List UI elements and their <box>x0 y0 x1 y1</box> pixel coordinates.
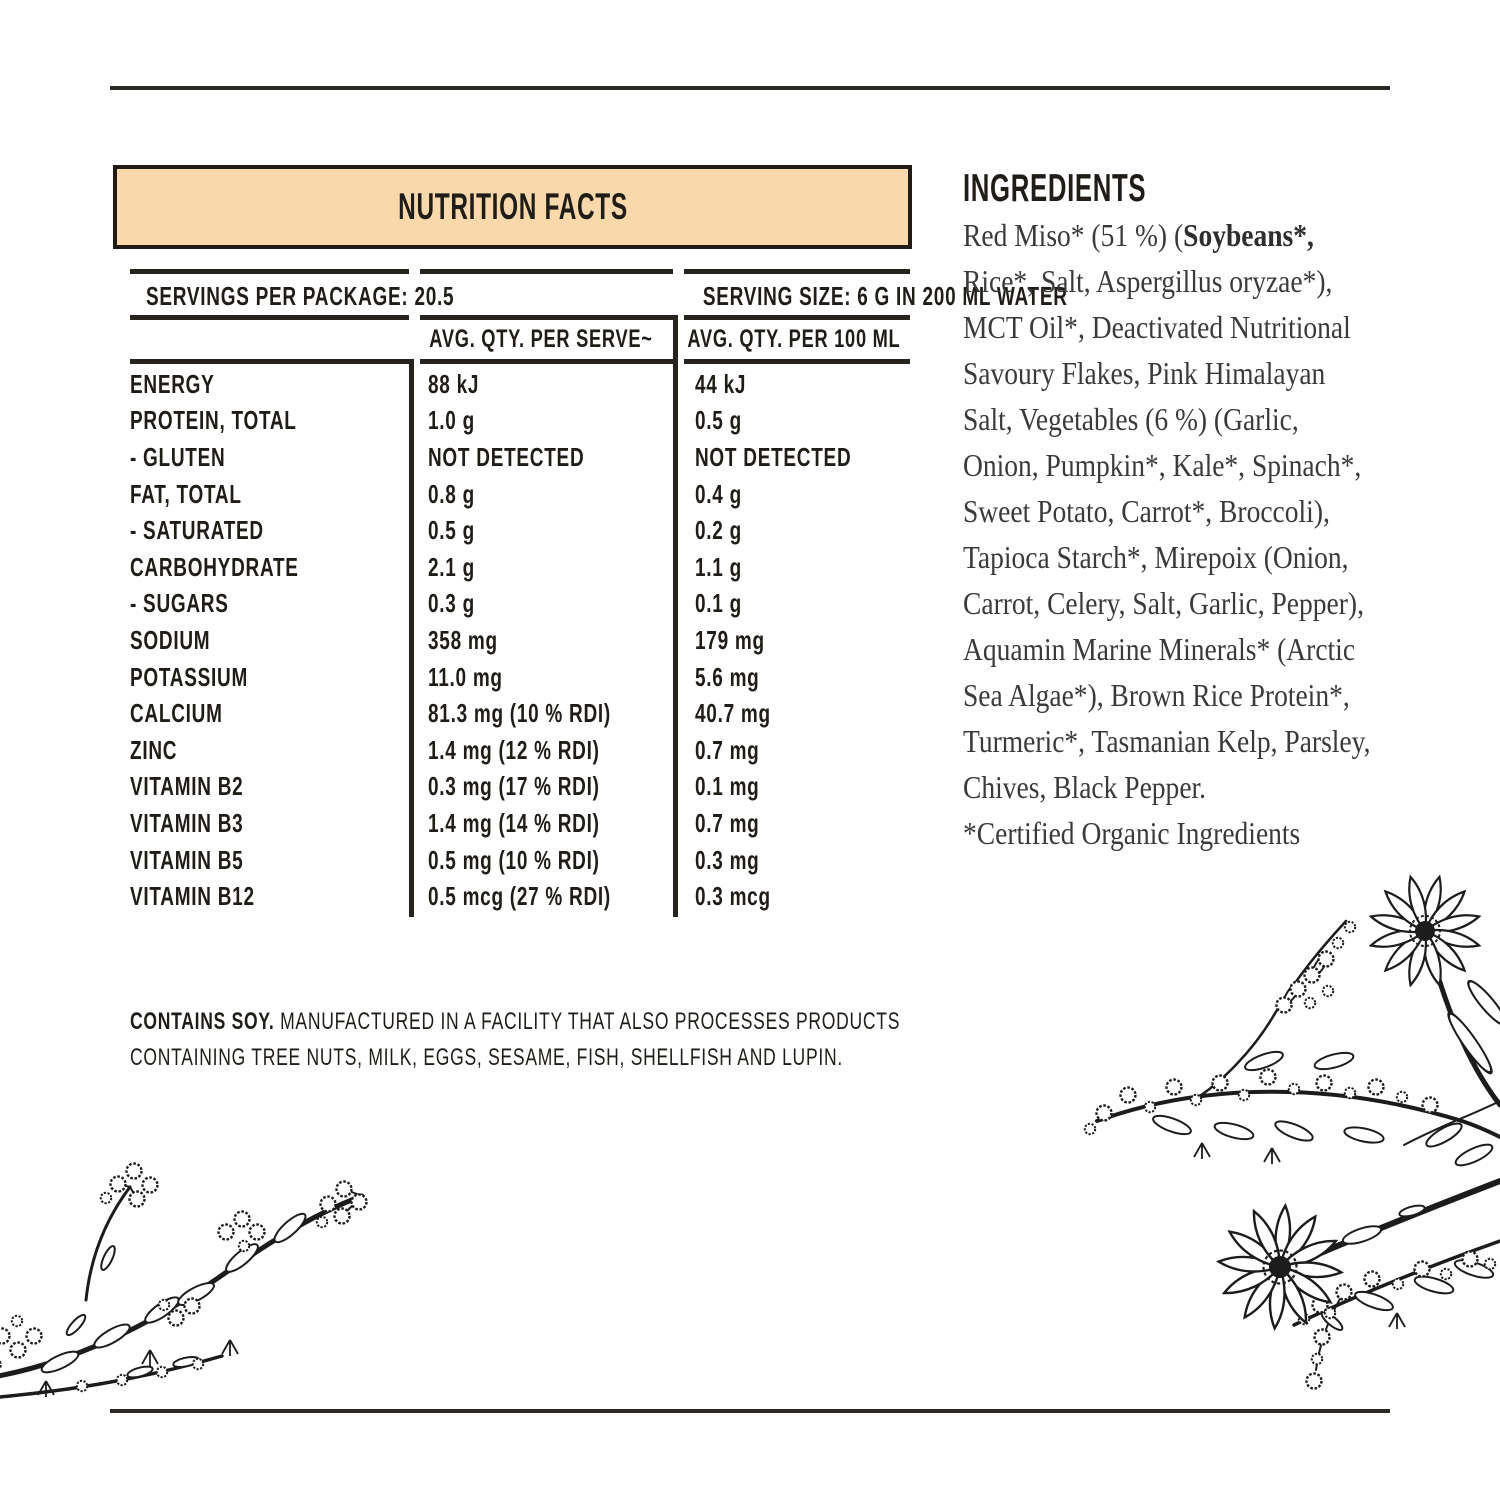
value-per-100ml: 0.3 mcg <box>695 881 771 912</box>
value-per-serve: 1.4 mg (12 % RDI) <box>428 734 600 765</box>
nutrition-facts-header-box <box>113 165 912 249</box>
value-per-100ml: 0.4 g <box>695 478 742 509</box>
servings-per-package: SERVINGS PER PACKAGE: 20.5 <box>146 280 455 311</box>
nutrition-table <box>130 366 910 915</box>
ingredients-line: Salt, Vegetables (6 %) (Garlic, <box>963 400 1299 437</box>
nutrient-label: ZINC <box>130 734 178 765</box>
value-per-100ml: 179 mg <box>695 624 765 655</box>
table-row <box>130 805 910 842</box>
nutrient-label: CALCIUM <box>130 698 223 729</box>
value-per-100ml: 0.7 mg <box>695 734 760 765</box>
table-row <box>130 476 910 513</box>
ingredients-line: Savoury Flakes, Pink Himalayan <box>963 354 1326 391</box>
table-rule <box>420 269 673 274</box>
nutrient-label: VITAMIN B2 <box>130 771 244 802</box>
value-per-serve: 2.1 g <box>428 551 475 582</box>
nutrient-label: ENERGY <box>130 368 215 399</box>
table-row <box>130 878 910 915</box>
table-row <box>130 366 910 403</box>
nutrition-facts-title: NUTRITION FACTS <box>397 186 628 227</box>
nutrient-label: - SATURATED <box>130 515 264 546</box>
nutrient-label: VITAMIN B12 <box>130 881 255 912</box>
table-row <box>130 403 910 440</box>
ingredients-footnote: *Certified Organic Ingredients <box>963 814 1301 851</box>
value-per-serve: 0.5 mcg (27 % RDI) <box>428 881 611 912</box>
value-per-serve: 81.3 mg (10 % RDI) <box>428 698 611 729</box>
table-row <box>130 769 910 806</box>
allergen-line1: MANUFACTURED IN A FACILITY THAT ALSO PROCESSES PRODUCTS <box>274 1008 901 1035</box>
botanical-illustration-left <box>0 1138 383 1410</box>
table-row <box>130 622 910 659</box>
soybeans-bold: Soybeans*, <box>1183 216 1314 253</box>
ingredients-line: Aquamin Marine Minerals* (Arctic <box>963 630 1356 667</box>
value-per-100ml: 0.1 mg <box>695 771 760 802</box>
value-per-serve: 1.4 mg (14 % RDI) <box>428 807 600 838</box>
table-row <box>130 586 910 623</box>
nutrient-label: SODIUM <box>130 624 211 655</box>
value-per-100ml: 0.5 g <box>695 405 742 436</box>
servings-row <box>146 277 1069 315</box>
nutrient-label: CARBOHYDRATE <box>130 551 299 582</box>
value-per-100ml: 0.2 g <box>695 515 742 546</box>
ingredients-line: Chives, Black Pepper. <box>963 768 1207 805</box>
serving-size: SERVING SIZE: 6 G IN 200 ML WATER <box>703 280 1069 311</box>
value-per-100ml: 44 kJ <box>695 368 747 399</box>
table-rule <box>684 359 910 364</box>
value-per-serve: NOT DETECTED <box>428 441 585 472</box>
col-header-per-serve: AVG. QTY. PER SERVE~ <box>429 325 653 353</box>
nutrient-label: VITAMIN B3 <box>130 807 244 838</box>
table-rule <box>130 269 409 274</box>
ingredients-line: Sea Algae*), Brown Rice Protein*, <box>963 676 1350 713</box>
value-per-100ml: 0.7 mg <box>695 807 760 838</box>
ingredients-line: Red Miso* (51 %) (Soybeans*, <box>963 216 1314 253</box>
table-row <box>130 695 910 732</box>
ingredients-line: Turmeric*, Tasmanian Kelp, Parsley, <box>963 722 1371 759</box>
value-per-serve: 0.3 mg (17 % RDI) <box>428 771 600 802</box>
allergen-note <box>130 1004 1185 1076</box>
ingredients-text <box>963 212 1437 856</box>
table-rule <box>420 359 673 364</box>
table-rule <box>130 359 409 364</box>
col-header-per-100ml: AVG. QTY. PER 100 ML <box>687 325 901 353</box>
nutrient-label: FAT, TOTAL <box>130 478 242 509</box>
table-rule <box>684 269 910 274</box>
ingredients-heading: INGREDIENTS <box>963 167 1147 210</box>
value-per-100ml: 40.7 mg <box>695 698 771 729</box>
value-per-serve: 0.5 mg (10 % RDI) <box>428 844 600 875</box>
table-row <box>130 659 910 696</box>
value-per-100ml: 0.1 g <box>695 588 742 619</box>
top-rule <box>110 86 1390 90</box>
value-per-serve: 0.3 g <box>428 588 475 619</box>
value-per-100ml: NOT DETECTED <box>695 441 852 472</box>
ingredients-line: Onion, Pumpkin*, Kale*, Spinach*, <box>963 446 1362 483</box>
ingredients-line: Tapioca Starch*, Mirepoix (Onion, <box>963 538 1349 575</box>
value-per-serve: 11.0 mg <box>428 661 503 692</box>
table-row <box>130 732 910 769</box>
value-per-100ml: 1.1 g <box>695 551 742 582</box>
table-rule <box>130 315 409 320</box>
nutrient-label: POTASSIUM <box>130 661 248 692</box>
table-row <box>130 842 910 879</box>
table-row <box>130 512 910 549</box>
value-per-serve: 358 mg <box>428 624 498 655</box>
value-per-serve: 1.0 g <box>428 405 475 436</box>
daisy-flower <box>1356 862 1493 999</box>
nutrient-label: - GLUTEN <box>130 441 226 472</box>
contains-soy-text: CONTAINS SOY. <box>130 1008 275 1035</box>
allergen-line2: CONTAINING TREE NUTS, MILK, EGGS, SESAME, FISH, SHELLFISH AND LUPIN. <box>130 1044 843 1071</box>
nutrient-label: - SUGARS <box>130 588 229 619</box>
nutrient-label: PROTEIN, TOTAL <box>130 405 297 436</box>
value-per-serve: 0.8 g <box>428 478 475 509</box>
value-per-serve: 0.5 g <box>428 515 475 546</box>
value-per-100ml: 5.6 mg <box>695 661 760 692</box>
ingredients-line: Sweet Potato, Carrot*, Broccoli), <box>963 492 1330 529</box>
nutrient-label: VITAMIN B5 <box>130 844 244 875</box>
value-per-serve: 88 kJ <box>428 368 480 399</box>
table-row <box>130 549 910 586</box>
ingredients-line: Carrot, Celery, Salt, Garlic, Pepper), <box>963 584 1364 621</box>
ingredients-line: MCT Oil*, Deactivated Nutritional <box>963 308 1351 345</box>
ingredients-line: Rice*, Salt, Aspergillus oryzae*), <box>963 262 1333 299</box>
table-row <box>130 439 910 476</box>
value-per-100ml: 0.3 mg <box>695 844 760 875</box>
botanical-illustration-right <box>1042 843 1500 1408</box>
